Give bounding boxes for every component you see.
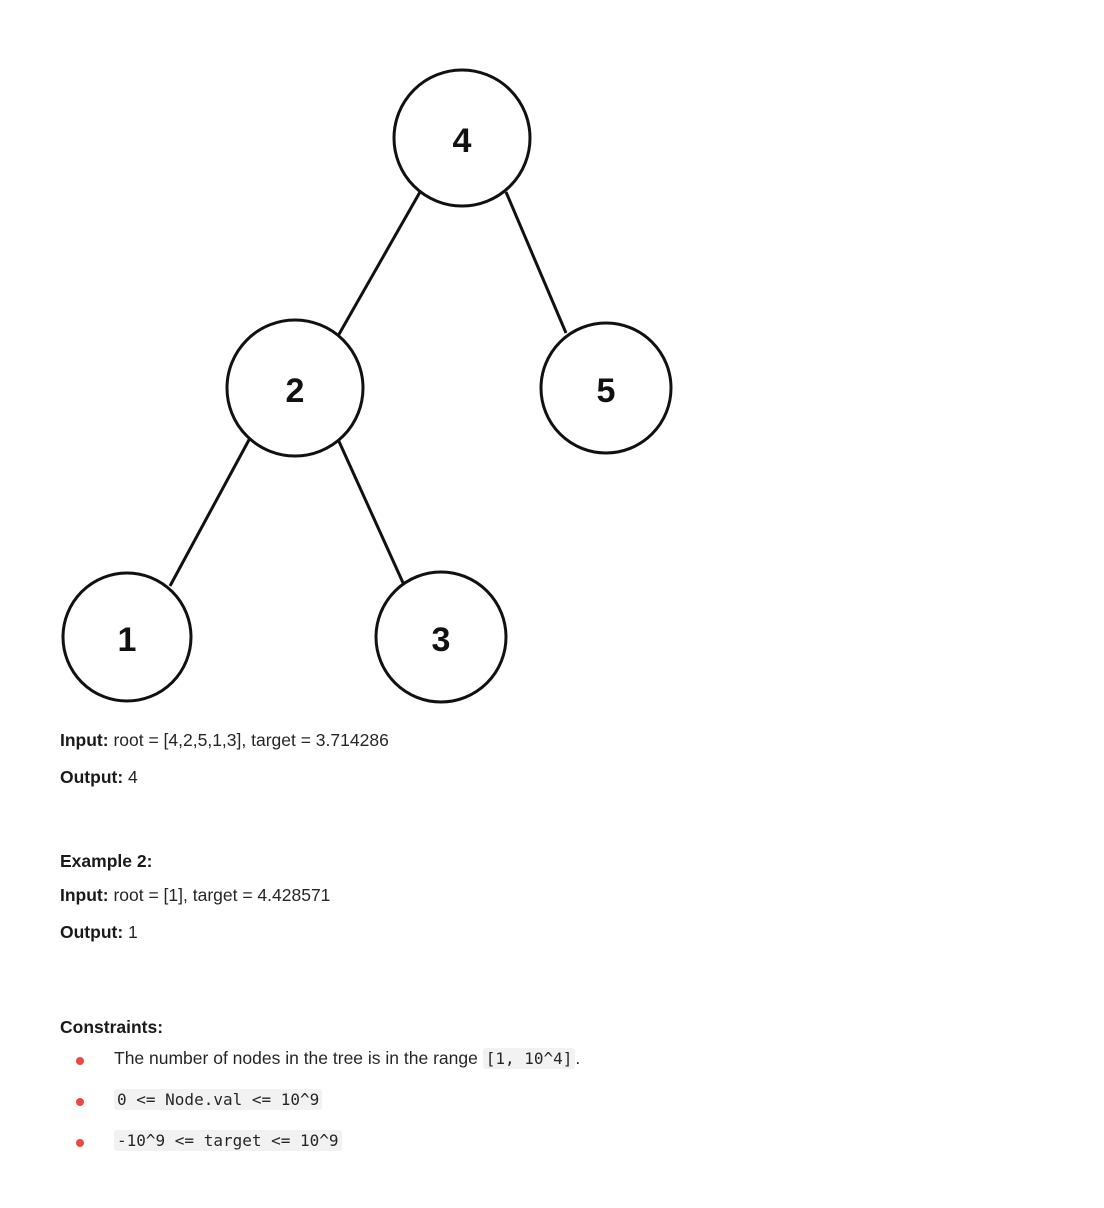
- constraint-1-prefix: The number of nodes in the tree is in the range: [114, 1048, 483, 1068]
- edge-2-1: [170, 438, 250, 586]
- tree-node-label-3: 3: [431, 621, 451, 659]
- example-1-input-label: Input:: [60, 730, 109, 750]
- constraint-3-code: -10^9 <= target <= 10^9: [114, 1130, 342, 1151]
- example-1-output: [60, 764, 1060, 791]
- tree-node-label-2: 2: [285, 372, 305, 410]
- example-2-heading: Example 2:: [60, 851, 153, 871]
- constraint-1-suffix: .: [575, 1048, 581, 1068]
- example-1-output-label: Output:: [60, 767, 124, 788]
- example-2-input-value: root = [1], target = 4.428571: [108, 885, 331, 905]
- example-1-input-value: root = [4,2,5,1,3], target = 3.714286: [108, 730, 389, 750]
- binary-tree-figure: [0, 0, 760, 720]
- constraint-item-3: [60, 1130, 1060, 1151]
- example-1-output-value: 4: [123, 767, 138, 788]
- edge-4-2: [338, 192, 420, 336]
- tree-node-label-1: 1: [117, 621, 137, 659]
- example-2-block: [60, 851, 1060, 956]
- example-2-output-value: 1: [123, 922, 138, 943]
- example-2-input-label: Input:: [60, 885, 109, 905]
- constraints-heading: Constraints:: [60, 1017, 164, 1037]
- tree-node-label-5: 5: [596, 372, 616, 410]
- example-1-input: [60, 727, 1060, 754]
- constraint-item-2: [60, 1089, 1060, 1110]
- edge-2-3: [337, 437, 404, 585]
- constraint-item-1: [60, 1048, 1060, 1069]
- constraint-1-code: [1, 10^4]: [483, 1048, 576, 1069]
- example-2-input: [60, 882, 1060, 909]
- example-2-output-label: Output:: [60, 922, 124, 943]
- bullet-icon: [76, 1139, 84, 1147]
- example-1-block: [60, 727, 1060, 801]
- bullet-icon: [76, 1098, 84, 1106]
- example-2-output: [60, 919, 1060, 946]
- edge-4-5: [506, 192, 566, 333]
- bullet-icon: [76, 1057, 84, 1065]
- tree-node-label-4: 4: [452, 122, 472, 160]
- constraints-list: [60, 1048, 1060, 1151]
- constraints-block: [60, 1017, 1060, 1171]
- constraint-2-code: 0 <= Node.val <= 10^9: [114, 1089, 322, 1110]
